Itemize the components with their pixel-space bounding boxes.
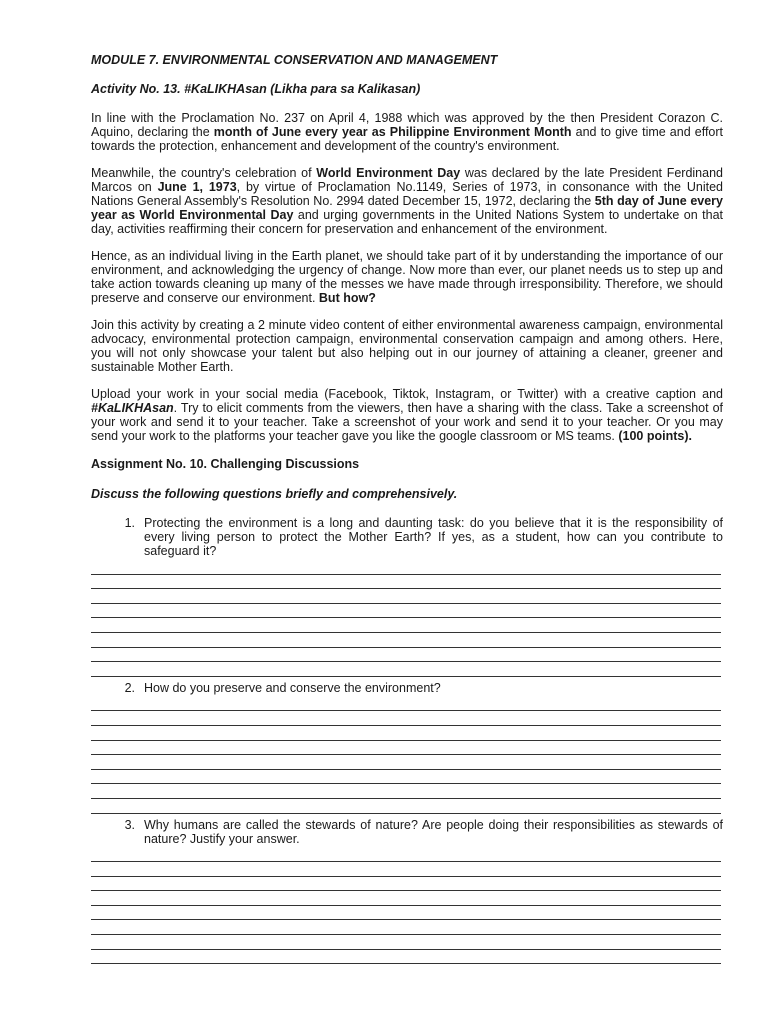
para5-points: (100 points). — [618, 429, 692, 443]
question-2 — [91, 681, 723, 695]
module-title: MODULE 7. ENVIRONMENTAL CONSERVATION AND MANAGEMENT — [91, 53, 498, 67]
answer-area-1[interactable] — [91, 560, 723, 677]
answer-line[interactable] — [91, 920, 721, 935]
question-1 — [91, 516, 723, 558]
instruction-text: Discuss the following questions briefly and comprehensively. — [91, 487, 458, 501]
answer-line[interactable] — [91, 633, 721, 648]
answer-line[interactable] — [91, 697, 721, 712]
answer-line[interactable] — [91, 877, 721, 892]
question-number: 3. — [124, 817, 135, 832]
answer-line[interactable] — [91, 618, 721, 633]
paragraph-join-activity — [91, 318, 723, 374]
answer-area-2[interactable] — [91, 697, 723, 814]
question-number: 1. — [124, 516, 135, 530]
para1-bold-1: month of June every year as Philippine Environment Month — [213, 125, 572, 139]
para3-text-1: Hence, as an individual living in the Earth planet, we should take part of it by understanding the importance of our environment, and acknowledging the urgency of change. Now more than ever, our planet needs us to step up and take action towards cleaning up many of the messes we have made through irresponsibility. Therefore, we should preserve and conserve our environment. — [91, 249, 723, 305]
answer-line[interactable] — [91, 741, 721, 756]
assignment-title: Assignment No. 10. Challenging Discussions — [91, 457, 360, 471]
answer-line[interactable] — [91, 648, 721, 663]
para3-bold-1: But how? — [318, 291, 376, 305]
para5-hashtag: #KaLIKHAsan — [91, 401, 174, 415]
answer-line[interactable] — [91, 950, 721, 965]
para4-text-1: Join this activity by creating a 2 minute video content of either environmental awareness campaign, environmental advocacy, environmental protection campaign, environmental conservation campaign and among others. Here, you will not only showcase your talent but also helping out in our journey of attaining a cleaner, greener and sustainable Mother Earth. — [91, 318, 723, 374]
answer-line[interactable] — [91, 604, 721, 619]
question-3 — [91, 818, 723, 846]
para5-text-2: . Try to elicit comments from the viewers, then have a sharing with the class. Take a screenshot of your work and send it to your teacher. Take a screenshot of your work and send it to your teacher. Or you may send your work to the platforms your teacher gave you like the google classroom or MS teams. — [91, 401, 723, 443]
answer-area-3[interactable] — [91, 848, 723, 965]
question-number: 2. — [124, 680, 135, 695]
answer-line[interactable] — [91, 726, 721, 741]
para2-text-1: Meanwhile, the country's celebration of — [91, 166, 317, 180]
answer-line[interactable] — [91, 755, 721, 770]
para2-text-2: was declared by the late President Ferdinand Marcos on — [91, 166, 723, 194]
paragraph-environment-month — [91, 111, 723, 153]
para1-text-1: In line with the Proclamation No. 237 on April 4, 1988 which was approved by the then President Corazon C. Aquino, declaring the — [91, 111, 723, 139]
answer-line[interactable] — [91, 711, 721, 726]
para2-text-3: , by virtue of Proclamation No.1149, Series of 1973, in consonance with the United Nations General Assembly's Resolution No. 2994 dated December 15, 1972, declaring the — [91, 180, 723, 208]
para5-text-1: Upload your work in your social media (Facebook, Tiktok, Instagram, or Twitter) with a creative caption and — [91, 387, 723, 401]
para2-bold-2: June 1, 1973 — [157, 180, 237, 194]
para2-text-4: and urging governments in the United Nations System to undertake on that day, activities reaffirming their concern for preservation and enhancement of the environment. — [91, 208, 723, 236]
para2-bold-3: 5th day of June every year as World Environmental Day — [91, 194, 723, 222]
question-text: Why humans are called the stewards of nature? Are people doing their responsibilities as stewards of nature? Justify your answer. — [144, 817, 723, 846]
answer-line[interactable] — [91, 848, 721, 863]
answer-line[interactable] — [91, 770, 721, 785]
answer-line[interactable] — [91, 784, 721, 799]
worksheet-page — [91, 52, 723, 964]
answer-line[interactable] — [91, 799, 721, 814]
activity-title: Activity No. 13. #KaLIKHAsan (Likha para sa Kalikasan) — [91, 82, 421, 96]
answer-line[interactable] — [91, 891, 721, 906]
question-text: How do you preserve and conserve the environment? — [144, 680, 441, 695]
para2-bold-1: World Environment Day — [316, 166, 461, 180]
paragraph-upload — [91, 387, 723, 443]
para1-text-2: and to give time and effort towards the protection, enhancement and development of the country's environment. — [91, 125, 723, 153]
answer-line[interactable] — [91, 862, 721, 877]
answer-line[interactable] — [91, 560, 721, 575]
answer-line[interactable] — [91, 662, 721, 677]
paragraph-hence — [91, 249, 723, 305]
question-text: Protecting the environment is a long and daunting task: do you believe that it is the responsibility of every living person to protect the Mother Earth? If yes, as a student, how can you contribute to safeguard it? — [144, 516, 723, 558]
answer-line[interactable] — [91, 575, 721, 590]
answer-line[interactable] — [91, 935, 721, 950]
paragraph-world-environment-day — [91, 166, 723, 236]
answer-line[interactable] — [91, 589, 721, 604]
answer-line[interactable] — [91, 906, 721, 921]
